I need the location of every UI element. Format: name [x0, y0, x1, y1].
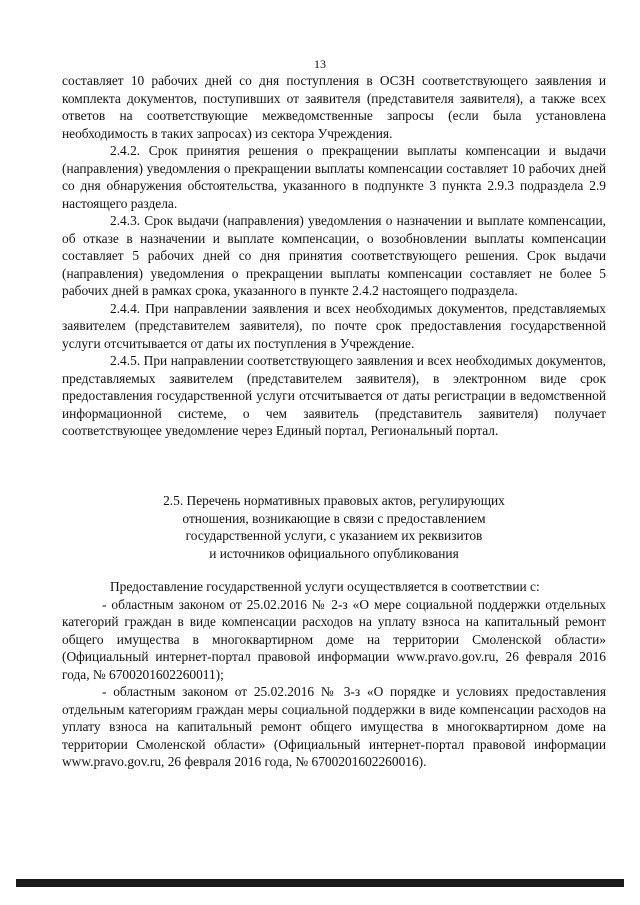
- lower-body-text: [62, 578, 606, 771]
- paragraph-2-4-5: 2.4.5. При направлении соответствующего заявления и всех необходимых документов, представляемых заявителем (представителем заявителя), в электронном виде срок предоставления государственной услуги отсчитывается от даты регистрации в ведомственной информационной системе, о чем заявитель (представитель заявителя) получает соответствующее уведомление через Единый портал, Региональный портал.: [62, 353, 606, 438]
- paragraph-2-4-4: 2.4.4. При направлении заявления и всех необходимых документов, представляемых заявителем (представителем заявителя), по почте срок предоставления государственной услуги отсчитывается от даты их поступления в Учреждение.: [62, 300, 606, 351]
- list-item-law-3z: - областным законом от 25.02.2016 № 3-з «О порядке и условиях предоставления отдельным категориям граждан меры социальной поддержки в виде компенсации расходов на уплату взноса на капитальный ремонт общего имущества в многоквартирном доме на территории Смоленской области» (Официальный интернет-портал правовой информации www.pravo.gov.ru, 26 февраля 2016 года, № 6700201602260016).: [62, 684, 606, 769]
- section-title-line: государственной услуги, с указанием их реквизитов: [185, 528, 483, 543]
- paragraph-2-4-3: 2.4.3. Срок выдачи (направления) уведомления о назначении и выплате компенсации, об отказе в назначении и выплате компенсации, о возобновлении выплаты компенсации составляет 5 рабочих дней со дня принятия соответствующего решения. Срок выдачи (направления) уведомления о прекращении выплаты компенсации составляет не более 5 рабочих дней в рамках срока, указанного в пункте 2.4.2 настоящего подраздела.: [62, 213, 606, 298]
- section-title-line: отношения, возникающие в связи с предоставлением: [182, 510, 486, 526]
- paragraph-intro: Предоставление государственной услуги осуществляется в соответствии с:: [110, 579, 540, 594]
- scan-edge-bar: [16, 879, 624, 887]
- list-item-law-2z: - областным законом от 25.02.2016 № 2-з «О мере социальной поддержки отдельных категорий граждан в виде компенсации расходов на уплату взноса на капитальный ремонт общего имущества в многоквартирном доме на территории Смоленской области» (Официальный интернет-портал правовой информации www.pravo.gov.ru, 26 февраля 2016 года, № 6700201602260011);: [62, 596, 606, 682]
- section-title-line: 2.5. Перечень нормативных правовых актов, регулирующих: [163, 493, 505, 508]
- paragraph-continuation: составляет 10 рабочих дней со дня поступления в ОСЗН соответствующего заявления и комплекта документов, поступивших от заявителя (представителя заявителя), а также всех ответов на соответствующие межведомственные запросы (если была установлена необходимость в таких запросах) из сектора Учреждения.: [62, 73, 606, 141]
- upper-body-text: [62, 72, 606, 440]
- paragraph-2-4-2: 2.4.2. Срок принятия решения о прекращении выплаты компенсации и выдачи (направления) уведомления о прекращении выплаты компенсации составляет 10 рабочих дней со дня обнаружения обстоятельства, указанного в подпункте 3 пункта 2.9.3 подраздела 2.9 настоящего раздела.: [62, 143, 606, 211]
- page-number: 13: [314, 57, 326, 71]
- section-title: [62, 492, 606, 562]
- section-title-line: и источников официального опубликования: [209, 545, 459, 561]
